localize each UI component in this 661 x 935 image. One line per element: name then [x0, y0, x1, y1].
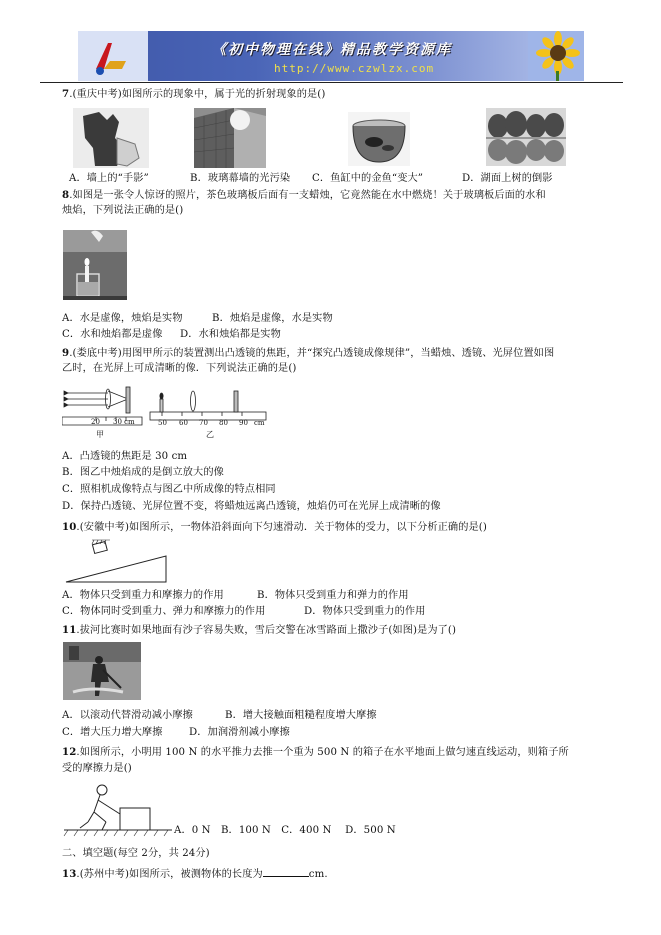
q11-option-a[interactable]: A．以滚动代替滑动减小摩擦	[62, 710, 193, 721]
q7-image-c-fish-bowl	[348, 112, 410, 166]
q8-number: 8	[62, 189, 70, 201]
q7-image-a-hand-shadow	[73, 108, 149, 168]
sunflower-image	[528, 31, 584, 81]
q13-text: .(苏州中考)如图所示，被测物体的长度为	[76, 869, 263, 880]
banner-title: 《初中物理在线》精品教学资源库	[212, 42, 452, 58]
q8-option-d[interactable]: D．水和烛焰都是实物	[180, 329, 281, 340]
q9-ruler1-label-20: 20	[91, 418, 100, 426]
q8-option-a[interactable]: A．水是虚像，烛焰是实物	[62, 313, 183, 324]
q8-option-b[interactable]: B．烛焰是虚像，水是实物	[212, 313, 333, 324]
q10-text: .(安徽中考)如图所示，一物体沿斜面向下匀速滑动．关于物体的受力，以下分析正确的是()	[76, 522, 487, 533]
q8-text-1: .如图是一张令人惊讶的照片，茶色玻璃板后面有一支蜡烛，它竟然能在水中燃烧！关于玻璃板后面的水和	[69, 190, 546, 201]
q8-option-c[interactable]: C．水和烛焰都是虚像	[62, 329, 163, 340]
q9-ruler2-label-90: 90	[239, 419, 248, 427]
q8-stem-line2: 烛焰，下列说法正确的是()	[62, 205, 184, 216]
q13-number: 13	[62, 868, 77, 880]
q9-option-b[interactable]: B．图乙中烛焰成的是倒立放大的像	[62, 467, 224, 478]
q11-text: .拔河比赛时如果地面有沙子容易失败，雪后交警在冰雪路面上撒沙子(如图)是为了()	[76, 625, 457, 636]
q12-figure-push-box	[62, 780, 174, 838]
q12-stem-line1	[62, 745, 569, 760]
q7-option-c[interactable]: C．鱼缸中的金鱼“变大”	[312, 173, 424, 184]
q9-text-1: .(娄底中考)用图甲所示的装置测出凸透镜的焦距，并“探究凸透镜成像规律”，当蜡烛、透镜、光屏位置如图	[69, 348, 555, 359]
q12-options[interactable]: A．0 N B．100 N C．400 N D．500 N	[174, 825, 396, 836]
q11-number: 11	[62, 624, 77, 636]
q10-option-a[interactable]: A．物体只受到重力和摩擦力的作用	[62, 590, 224, 601]
q10-option-c[interactable]: C．物体同时受到重力、弹力和摩擦力的作用	[62, 606, 266, 617]
q12-stem-line2: 受的摩擦力是()	[62, 763, 132, 774]
q11-option-d[interactable]: D．加润滑剂减小摩擦	[189, 727, 290, 738]
q8-stem-line1	[62, 188, 546, 203]
banner-url[interactable]: http://www.czwlzx.com	[274, 62, 435, 75]
q7-image-b-glass-wall	[194, 108, 266, 168]
q10-option-b[interactable]: B．物体只受到重力和弹力的作用	[257, 590, 409, 601]
q9-fig-jia-label: 甲	[96, 430, 104, 439]
q12-number: 12	[62, 746, 77, 758]
q7-option-a[interactable]: A．墙上的“手影”	[69, 173, 149, 184]
q13-stem	[62, 866, 328, 882]
header-banner	[78, 31, 584, 81]
q7-option-d[interactable]: D．湖面上树的倒影	[462, 173, 553, 184]
q12-text-1: .如图所示，小明用 100 N 的水平推力去推一个重为 500 N 的箱子在水平地面上做匀速直线运动，则箱子所	[76, 747, 569, 758]
q9-ruler2-label-cm: cm	[254, 419, 265, 427]
q10-number: 10	[62, 521, 77, 533]
q9-fig-yi-label: 乙	[206, 430, 214, 439]
q7-number: 7	[62, 88, 70, 100]
q13-answer-blank[interactable]	[263, 866, 309, 877]
q10-option-d[interactable]: D．物体只受到重力的作用	[304, 606, 426, 617]
q9-ruler2-label-80: 80	[219, 419, 228, 427]
q11-option-c[interactable]: C．增大压力增大摩擦	[62, 727, 163, 738]
q9-stem-line2: 乙时，在光屏上可成清晰的像．下列说法正确的是()	[62, 363, 297, 374]
q7-image-d-tree-reflection	[486, 108, 566, 166]
q9-ruler2-label-50: 50	[158, 419, 167, 427]
q13-unit: cm.	[308, 869, 328, 880]
q10-figure-incline	[62, 536, 168, 586]
q9-stem-line1	[62, 346, 554, 361]
q9-option-d[interactable]: D．保持凸透镜、光屏位置不变，将蜡烛远离凸透镜，烛焰仍可在光屏上成清晰的像	[62, 501, 441, 512]
header-rule	[40, 82, 623, 83]
q11-image-police-sand	[63, 642, 141, 700]
q11-stem	[62, 623, 456, 638]
q9-ruler1-label-30: 30 cm	[113, 418, 135, 426]
q8-image-candle-in-water	[63, 230, 127, 300]
site-logo	[78, 31, 148, 81]
q9-number: 9	[62, 347, 70, 359]
q9-option-c[interactable]: C．照相机成像特点与图乙中所成像的特点相同	[62, 484, 276, 495]
q7-option-b[interactable]: B．玻璃幕墙的光污染	[190, 173, 291, 184]
q7-text: .(重庆中考)如图所示的现象中，属于光的折射现象的是()	[69, 89, 326, 100]
q11-option-b[interactable]: B．增大接触面粗糙程度增大摩擦	[225, 710, 377, 721]
q9-ruler2-label-70: 70	[199, 419, 208, 427]
section2-heading: 二、填空题(每空 2分，共 24分)	[62, 848, 210, 859]
q9-option-a[interactable]: A．凸透镜的焦距是 30 cm	[62, 451, 188, 462]
q7-stem	[62, 87, 325, 102]
q10-stem	[62, 520, 487, 535]
q9-ruler2-label-60: 60	[179, 419, 188, 427]
